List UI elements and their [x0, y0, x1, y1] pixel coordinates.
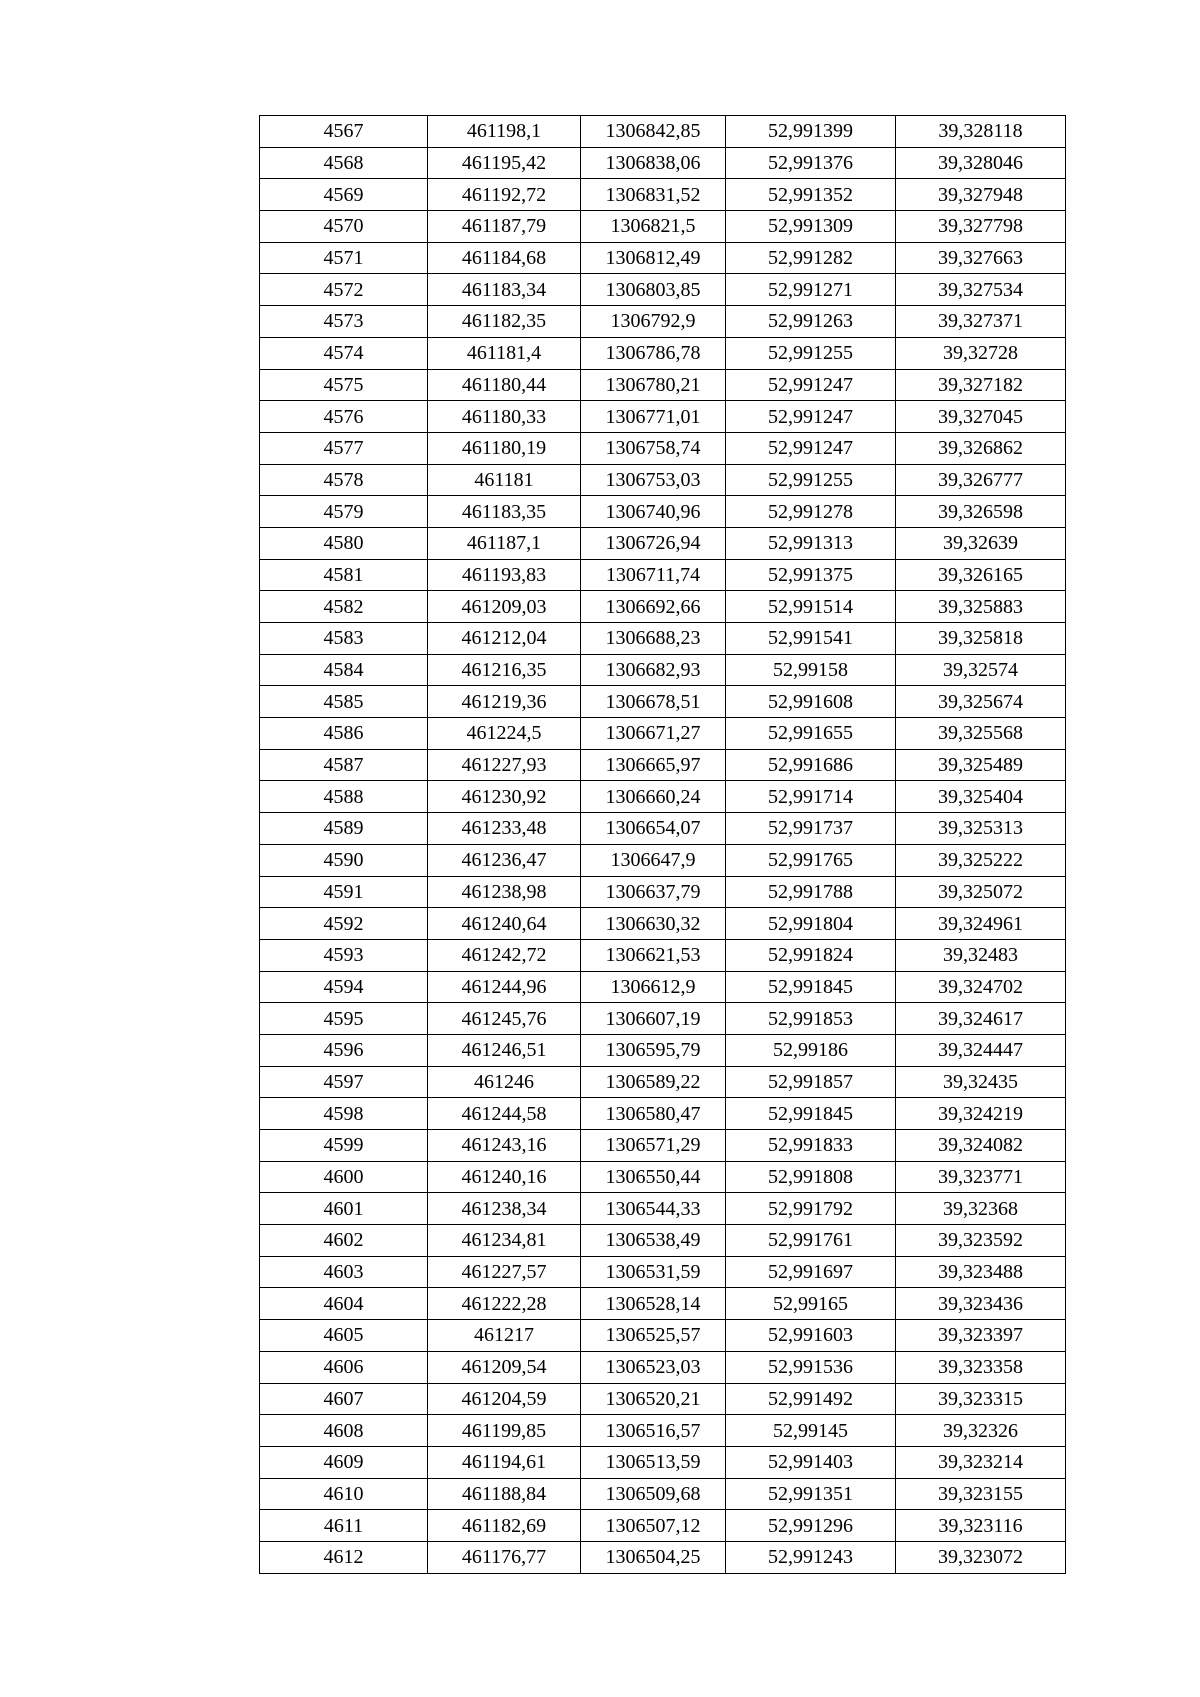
latitude-cell: 52,991243 [726, 1541, 896, 1573]
x-coordinate-cell: 461224,5 [428, 718, 581, 750]
y-coordinate-cell: 1306753,03 [581, 464, 726, 496]
table-row [260, 179, 1066, 211]
latitude-cell: 52,991278 [726, 496, 896, 528]
y-coordinate-cell: 1306688,23 [581, 623, 726, 655]
point-number-cell: 4567 [260, 116, 428, 148]
y-coordinate-cell: 1306780,21 [581, 369, 726, 401]
latitude-cell: 52,991788 [726, 876, 896, 908]
x-coordinate-cell: 461244,58 [428, 1098, 581, 1130]
latitude-cell: 52,991541 [726, 623, 896, 655]
table-row [260, 1541, 1066, 1573]
longitude-cell: 39,32639 [896, 527, 1066, 559]
table-row [260, 1034, 1066, 1066]
table-row [260, 971, 1066, 1003]
longitude-cell: 39,326598 [896, 496, 1066, 528]
latitude-cell: 52,991247 [726, 369, 896, 401]
latitude-cell: 52,991351 [726, 1478, 896, 1510]
x-coordinate-cell: 461192,72 [428, 179, 581, 211]
point-number-cell: 4578 [260, 464, 428, 496]
point-number-cell: 4604 [260, 1288, 428, 1320]
latitude-cell: 52,991737 [726, 813, 896, 845]
y-coordinate-cell: 1306507,12 [581, 1510, 726, 1542]
x-coordinate-cell: 461184,68 [428, 242, 581, 274]
y-coordinate-cell: 1306692,66 [581, 591, 726, 623]
latitude-cell: 52,991761 [726, 1225, 896, 1257]
point-number-cell: 4584 [260, 654, 428, 686]
latitude-cell: 52,991271 [726, 274, 896, 306]
point-number-cell: 4606 [260, 1351, 428, 1383]
table-row [260, 1225, 1066, 1257]
table-row [260, 1256, 1066, 1288]
coordinates-table-body [260, 116, 1066, 1574]
x-coordinate-cell: 461216,35 [428, 654, 581, 686]
point-number-cell: 4576 [260, 401, 428, 433]
latitude-cell: 52,991255 [726, 337, 896, 369]
y-coordinate-cell: 1306516,57 [581, 1415, 726, 1447]
table-row [260, 1003, 1066, 1035]
x-coordinate-cell: 461187,79 [428, 211, 581, 243]
latitude-cell: 52,991765 [726, 844, 896, 876]
point-number-cell: 4569 [260, 179, 428, 211]
y-coordinate-cell: 1306538,49 [581, 1225, 726, 1257]
y-coordinate-cell: 1306842,85 [581, 116, 726, 148]
y-coordinate-cell: 1306589,22 [581, 1066, 726, 1098]
longitude-cell: 39,32326 [896, 1415, 1066, 1447]
point-number-cell: 4598 [260, 1098, 428, 1130]
longitude-cell: 39,323397 [896, 1320, 1066, 1352]
table-row [260, 274, 1066, 306]
latitude-cell: 52,991808 [726, 1161, 896, 1193]
x-coordinate-cell: 461240,64 [428, 908, 581, 940]
latitude-cell: 52,991247 [726, 401, 896, 433]
longitude-cell: 39,327371 [896, 306, 1066, 338]
point-number-cell: 4594 [260, 971, 428, 1003]
x-coordinate-cell: 461193,83 [428, 559, 581, 591]
latitude-cell: 52,99165 [726, 1288, 896, 1320]
point-number-cell: 4590 [260, 844, 428, 876]
latitude-cell: 52,991296 [726, 1510, 896, 1542]
point-number-cell: 4603 [260, 1256, 428, 1288]
table-row [260, 1288, 1066, 1320]
latitude-cell: 52,991714 [726, 781, 896, 813]
point-number-cell: 4573 [260, 306, 428, 338]
x-coordinate-cell: 461227,93 [428, 749, 581, 781]
y-coordinate-cell: 1306831,52 [581, 179, 726, 211]
table-row [260, 654, 1066, 686]
table-row [260, 369, 1066, 401]
table-row [260, 496, 1066, 528]
point-number-cell: 4611 [260, 1510, 428, 1542]
point-number-cell: 4582 [260, 591, 428, 623]
table-row [260, 242, 1066, 274]
latitude-cell: 52,991376 [726, 147, 896, 179]
latitude-cell: 52,99145 [726, 1415, 896, 1447]
longitude-cell: 39,32574 [896, 654, 1066, 686]
latitude-cell: 52,991403 [726, 1446, 896, 1478]
longitude-cell: 39,32483 [896, 939, 1066, 971]
y-coordinate-cell: 1306660,24 [581, 781, 726, 813]
table-row [260, 1193, 1066, 1225]
y-coordinate-cell: 1306523,03 [581, 1351, 726, 1383]
latitude-cell: 52,991282 [726, 242, 896, 274]
longitude-cell: 39,32368 [896, 1193, 1066, 1225]
longitude-cell: 39,325072 [896, 876, 1066, 908]
y-coordinate-cell: 1306654,07 [581, 813, 726, 845]
point-number-cell: 4589 [260, 813, 428, 845]
point-number-cell: 4593 [260, 939, 428, 971]
table-row [260, 908, 1066, 940]
table-row [260, 1351, 1066, 1383]
x-coordinate-cell: 461180,44 [428, 369, 581, 401]
longitude-cell: 39,323155 [896, 1478, 1066, 1510]
point-number-cell: 4568 [260, 147, 428, 179]
table-row [260, 559, 1066, 591]
y-coordinate-cell: 1306630,32 [581, 908, 726, 940]
x-coordinate-cell: 461198,1 [428, 116, 581, 148]
longitude-cell: 39,324702 [896, 971, 1066, 1003]
latitude-cell: 52,991313 [726, 527, 896, 559]
point-number-cell: 4596 [260, 1034, 428, 1066]
longitude-cell: 39,32728 [896, 337, 1066, 369]
table-row [260, 432, 1066, 464]
x-coordinate-cell: 461243,16 [428, 1130, 581, 1162]
longitude-cell: 39,324617 [896, 1003, 1066, 1035]
point-number-cell: 4580 [260, 527, 428, 559]
point-number-cell: 4592 [260, 908, 428, 940]
x-coordinate-cell: 461182,35 [428, 306, 581, 338]
point-number-cell: 4591 [260, 876, 428, 908]
latitude-cell: 52,991263 [726, 306, 896, 338]
point-number-cell: 4586 [260, 718, 428, 750]
longitude-cell: 39,323488 [896, 1256, 1066, 1288]
latitude-cell: 52,991536 [726, 1351, 896, 1383]
table-row [260, 1510, 1066, 1542]
table-row [260, 464, 1066, 496]
x-coordinate-cell: 461182,69 [428, 1510, 581, 1542]
latitude-cell: 52,991824 [726, 939, 896, 971]
y-coordinate-cell: 1306580,47 [581, 1098, 726, 1130]
longitude-cell: 39,327182 [896, 369, 1066, 401]
table-row [260, 306, 1066, 338]
latitude-cell: 52,991655 [726, 718, 896, 750]
point-number-cell: 4601 [260, 1193, 428, 1225]
latitude-cell: 52,991697 [726, 1256, 896, 1288]
latitude-cell: 52,991845 [726, 971, 896, 1003]
x-coordinate-cell: 461244,96 [428, 971, 581, 1003]
table-row [260, 1066, 1066, 1098]
longitude-cell: 39,324082 [896, 1130, 1066, 1162]
longitude-cell: 39,328046 [896, 147, 1066, 179]
point-number-cell: 4599 [260, 1130, 428, 1162]
longitude-cell: 39,327045 [896, 401, 1066, 433]
x-coordinate-cell: 461195,42 [428, 147, 581, 179]
x-coordinate-cell: 461181,4 [428, 337, 581, 369]
table-row [260, 813, 1066, 845]
latitude-cell: 52,991804 [726, 908, 896, 940]
longitude-cell: 39,323771 [896, 1161, 1066, 1193]
x-coordinate-cell: 461230,92 [428, 781, 581, 813]
y-coordinate-cell: 1306528,14 [581, 1288, 726, 1320]
latitude-cell: 52,991853 [726, 1003, 896, 1035]
table-row [260, 527, 1066, 559]
y-coordinate-cell: 1306838,06 [581, 147, 726, 179]
latitude-cell: 52,991833 [726, 1130, 896, 1162]
table-row [260, 1130, 1066, 1162]
x-coordinate-cell: 461234,81 [428, 1225, 581, 1257]
x-coordinate-cell: 461183,35 [428, 496, 581, 528]
y-coordinate-cell: 1306647,9 [581, 844, 726, 876]
point-number-cell: 4609 [260, 1446, 428, 1478]
x-coordinate-cell: 461233,48 [428, 813, 581, 845]
y-coordinate-cell: 1306812,49 [581, 242, 726, 274]
table-row [260, 337, 1066, 369]
latitude-cell: 52,99186 [726, 1034, 896, 1066]
x-coordinate-cell: 461181 [428, 464, 581, 496]
table-row [260, 1415, 1066, 1447]
y-coordinate-cell: 1306671,27 [581, 718, 726, 750]
table-row [260, 623, 1066, 655]
x-coordinate-cell: 461242,72 [428, 939, 581, 971]
table-row [260, 1320, 1066, 1352]
latitude-cell: 52,991845 [726, 1098, 896, 1130]
y-coordinate-cell: 1306595,79 [581, 1034, 726, 1066]
x-coordinate-cell: 461209,54 [428, 1351, 581, 1383]
table-row [260, 1383, 1066, 1415]
longitude-cell: 39,325313 [896, 813, 1066, 845]
longitude-cell: 39,325818 [896, 623, 1066, 655]
latitude-cell: 52,991309 [726, 211, 896, 243]
y-coordinate-cell: 1306612,9 [581, 971, 726, 1003]
x-coordinate-cell: 461183,34 [428, 274, 581, 306]
y-coordinate-cell: 1306803,85 [581, 274, 726, 306]
latitude-cell: 52,991857 [726, 1066, 896, 1098]
y-coordinate-cell: 1306726,94 [581, 527, 726, 559]
table-row [260, 876, 1066, 908]
point-number-cell: 4587 [260, 749, 428, 781]
latitude-cell: 52,991608 [726, 686, 896, 718]
longitude-cell: 39,324447 [896, 1034, 1066, 1066]
table-row [260, 147, 1066, 179]
latitude-cell: 52,991603 [726, 1320, 896, 1352]
x-coordinate-cell: 461222,28 [428, 1288, 581, 1320]
longitude-cell: 39,326777 [896, 464, 1066, 496]
point-number-cell: 4574 [260, 337, 428, 369]
table-row [260, 211, 1066, 243]
longitude-cell: 39,323315 [896, 1383, 1066, 1415]
longitude-cell: 39,325222 [896, 844, 1066, 876]
longitude-cell: 39,327948 [896, 179, 1066, 211]
point-number-cell: 4607 [260, 1383, 428, 1415]
y-coordinate-cell: 1306711,74 [581, 559, 726, 591]
table-row [260, 591, 1066, 623]
latitude-cell: 52,991255 [726, 464, 896, 496]
y-coordinate-cell: 1306771,01 [581, 401, 726, 433]
y-coordinate-cell: 1306550,44 [581, 1161, 726, 1193]
x-coordinate-cell: 461246,51 [428, 1034, 581, 1066]
y-coordinate-cell: 1306571,29 [581, 1130, 726, 1162]
point-number-cell: 4570 [260, 211, 428, 243]
latitude-cell: 52,991492 [726, 1383, 896, 1415]
y-coordinate-cell: 1306740,96 [581, 496, 726, 528]
longitude-cell: 39,326165 [896, 559, 1066, 591]
longitude-cell: 39,326862 [896, 432, 1066, 464]
table-row [260, 1098, 1066, 1130]
point-number-cell: 4575 [260, 369, 428, 401]
y-coordinate-cell: 1306520,21 [581, 1383, 726, 1415]
y-coordinate-cell: 1306821,5 [581, 211, 726, 243]
y-coordinate-cell: 1306678,51 [581, 686, 726, 718]
y-coordinate-cell: 1306513,59 [581, 1446, 726, 1478]
point-number-cell: 4610 [260, 1478, 428, 1510]
x-coordinate-cell: 461176,77 [428, 1541, 581, 1573]
longitude-cell: 39,323436 [896, 1288, 1066, 1320]
point-number-cell: 4577 [260, 432, 428, 464]
longitude-cell: 39,328118 [896, 116, 1066, 148]
x-coordinate-cell: 461187,1 [428, 527, 581, 559]
point-number-cell: 4612 [260, 1541, 428, 1573]
x-coordinate-cell: 461204,59 [428, 1383, 581, 1415]
longitude-cell: 39,327798 [896, 211, 1066, 243]
x-coordinate-cell: 461199,85 [428, 1415, 581, 1447]
point-number-cell: 4597 [260, 1066, 428, 1098]
y-coordinate-cell: 1306637,79 [581, 876, 726, 908]
x-coordinate-cell: 461219,36 [428, 686, 581, 718]
table-row [260, 718, 1066, 750]
point-number-cell: 4602 [260, 1225, 428, 1257]
y-coordinate-cell: 1306621,53 [581, 939, 726, 971]
longitude-cell: 39,324961 [896, 908, 1066, 940]
table-row [260, 401, 1066, 433]
latitude-cell: 52,991686 [726, 749, 896, 781]
x-coordinate-cell: 461227,57 [428, 1256, 581, 1288]
table-row [260, 1478, 1066, 1510]
latitude-cell: 52,99158 [726, 654, 896, 686]
longitude-cell: 39,323214 [896, 1446, 1066, 1478]
latitude-cell: 52,991514 [726, 591, 896, 623]
y-coordinate-cell: 1306607,19 [581, 1003, 726, 1035]
y-coordinate-cell: 1306544,33 [581, 1193, 726, 1225]
longitude-cell: 39,323116 [896, 1510, 1066, 1542]
point-number-cell: 4571 [260, 242, 428, 274]
x-coordinate-cell: 461240,16 [428, 1161, 581, 1193]
table-row [260, 939, 1066, 971]
longitude-cell: 39,325883 [896, 591, 1066, 623]
x-coordinate-cell: 461180,33 [428, 401, 581, 433]
x-coordinate-cell: 461238,34 [428, 1193, 581, 1225]
table-row [260, 1161, 1066, 1193]
longitude-cell: 39,325489 [896, 749, 1066, 781]
x-coordinate-cell: 461246 [428, 1066, 581, 1098]
latitude-cell: 52,991375 [726, 559, 896, 591]
point-number-cell: 4588 [260, 781, 428, 813]
point-number-cell: 4608 [260, 1415, 428, 1447]
latitude-cell: 52,991399 [726, 116, 896, 148]
y-coordinate-cell: 1306792,9 [581, 306, 726, 338]
point-number-cell: 4595 [260, 1003, 428, 1035]
point-number-cell: 4585 [260, 686, 428, 718]
x-coordinate-cell: 461212,04 [428, 623, 581, 655]
longitude-cell: 39,325404 [896, 781, 1066, 813]
longitude-cell: 39,324219 [896, 1098, 1066, 1130]
table-row [260, 686, 1066, 718]
point-number-cell: 4605 [260, 1320, 428, 1352]
latitude-cell: 52,991247 [726, 432, 896, 464]
x-coordinate-cell: 461188,84 [428, 1478, 581, 1510]
x-coordinate-cell: 461236,47 [428, 844, 581, 876]
table-row [260, 844, 1066, 876]
longitude-cell: 39,323072 [896, 1541, 1066, 1573]
longitude-cell: 39,325674 [896, 686, 1066, 718]
longitude-cell: 39,325568 [896, 718, 1066, 750]
x-coordinate-cell: 461238,98 [428, 876, 581, 908]
point-number-cell: 4581 [260, 559, 428, 591]
y-coordinate-cell: 1306665,97 [581, 749, 726, 781]
x-coordinate-cell: 461209,03 [428, 591, 581, 623]
longitude-cell: 39,327663 [896, 242, 1066, 274]
y-coordinate-cell: 1306682,93 [581, 654, 726, 686]
x-coordinate-cell: 461217 [428, 1320, 581, 1352]
point-number-cell: 4583 [260, 623, 428, 655]
x-coordinate-cell: 461194,61 [428, 1446, 581, 1478]
y-coordinate-cell: 1306509,68 [581, 1478, 726, 1510]
longitude-cell: 39,323358 [896, 1351, 1066, 1383]
y-coordinate-cell: 1306525,57 [581, 1320, 726, 1352]
y-coordinate-cell: 1306504,25 [581, 1541, 726, 1573]
coordinates-table [259, 115, 1066, 1574]
longitude-cell: 39,323592 [896, 1225, 1066, 1257]
y-coordinate-cell: 1306531,59 [581, 1256, 726, 1288]
point-number-cell: 4600 [260, 1161, 428, 1193]
point-number-cell: 4579 [260, 496, 428, 528]
table-row [260, 781, 1066, 813]
y-coordinate-cell: 1306758,74 [581, 432, 726, 464]
y-coordinate-cell: 1306786,78 [581, 337, 726, 369]
latitude-cell: 52,991792 [726, 1193, 896, 1225]
table-row [260, 1446, 1066, 1478]
x-coordinate-cell: 461180,19 [428, 432, 581, 464]
table-row [260, 749, 1066, 781]
x-coordinate-cell: 461245,76 [428, 1003, 581, 1035]
latitude-cell: 52,991352 [726, 179, 896, 211]
point-number-cell: 4572 [260, 274, 428, 306]
longitude-cell: 39,32435 [896, 1066, 1066, 1098]
longitude-cell: 39,327534 [896, 274, 1066, 306]
table-row [260, 116, 1066, 148]
